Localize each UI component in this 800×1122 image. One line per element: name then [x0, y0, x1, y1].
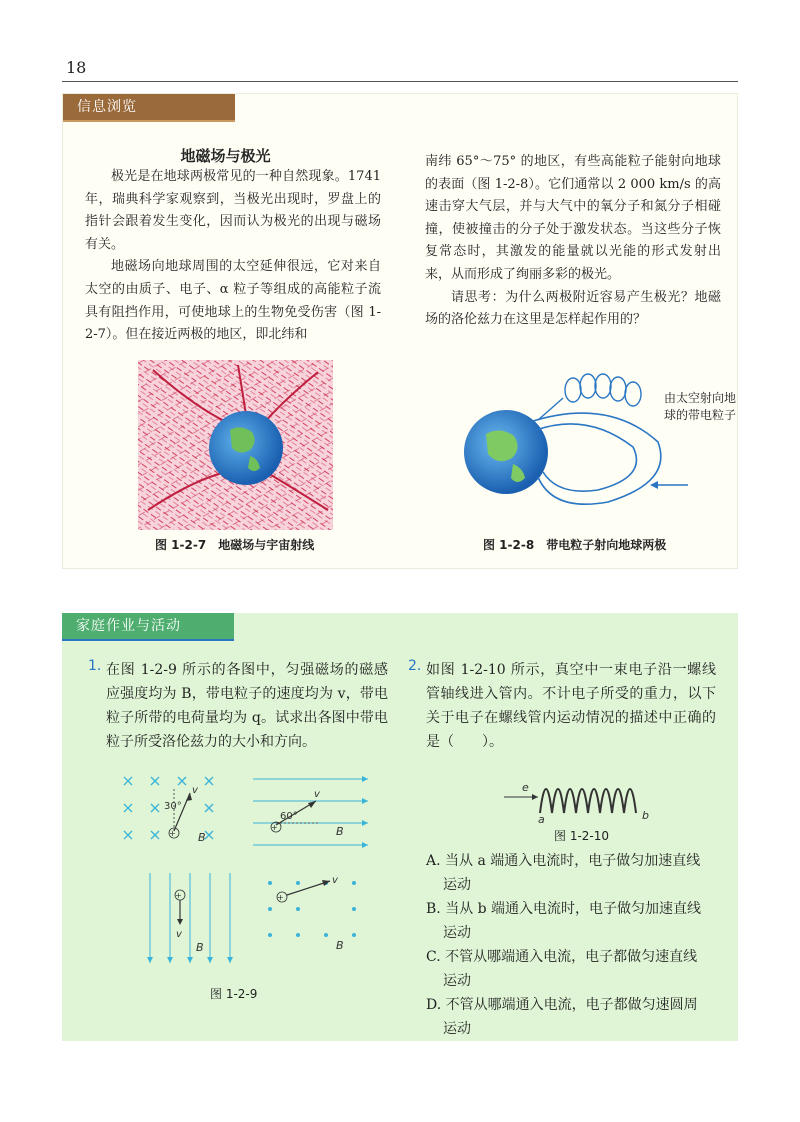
option-c[interactable]: [426, 945, 726, 993]
option-line: 运动: [443, 973, 471, 989]
article-right-column: [425, 151, 721, 332]
figure-caption: 图 1-2-9: [210, 987, 258, 1001]
field-label: B: [196, 941, 204, 954]
figure-caption: 图 1-2-8 带电粒子射向地球两极: [483, 538, 667, 552]
option-line: A. 当从 a 端通入电流时，电子做匀加速直线: [426, 853, 701, 869]
figure-1-2-10-solenoid: [502, 765, 662, 826]
option-line: B. 当从 b 端通入电流时，电子做匀加速直线: [426, 901, 702, 917]
section-tag-rule: [62, 639, 234, 641]
section-tag-homework: 家庭作业与活动: [62, 613, 234, 639]
terminal-a-label: a: [538, 813, 545, 826]
option-line: 运动: [443, 877, 471, 893]
figure-label: 由太空射向地: [664, 391, 737, 405]
figure-1-2-9-diagrams: [118, 773, 368, 973]
field-label: B: [336, 825, 344, 838]
field-label: B: [336, 939, 344, 952]
figure-earth-cosmic-rays: [138, 360, 333, 530]
svg-text:+: +: [169, 829, 176, 838]
question-2-text: 如图 1-2-10 所示，真空中一束电子沿一螺线管轴线进入管内。不计电子所受的重力，以下关于电子在螺线管内运动情况的描述中正确的是（ ）。: [426, 662, 716, 750]
velocity-label: v: [314, 789, 320, 800]
paragraph: 地磁场向地球周围的太空延伸很远，它对来自太空的由质子、电子、α 粒子等组成的高能粒子流具有阻挡作用，可使地球上的生物免受伤害（图 1-2-7）。但在接近两极的地区，即北纬和: [85, 259, 381, 343]
terminal-b-label: b: [642, 809, 649, 822]
option-a[interactable]: [426, 849, 726, 897]
option-line: D. 不管从哪端通入电流，电子都做匀速圆周: [426, 997, 698, 1013]
field-label: B: [198, 831, 206, 844]
figure-particles-to-poles: [458, 372, 737, 534]
paragraph: 请思考：为什么两极附近容易产生极光？地磁场的洛伦兹力在这里是怎样起作用的？: [425, 289, 721, 328]
section-tag-info: 信息浏览: [63, 94, 235, 120]
option-d[interactable]: [426, 993, 726, 1041]
question-number: 1.: [88, 658, 102, 674]
velocity-label: v: [332, 875, 338, 886]
homework-section: [62, 613, 738, 1041]
electron-label: e: [522, 781, 529, 794]
section-tag-rule: [63, 120, 235, 122]
info-browse-section: [62, 93, 738, 569]
angle-label: 30°: [164, 801, 182, 812]
angle-label: 60°: [280, 811, 298, 822]
article-left-column: [85, 166, 381, 347]
page-number: 18: [66, 58, 87, 77]
figure-caption: 图 1-2-10: [554, 829, 610, 843]
article-title: 地磁场与极光: [180, 147, 271, 165]
option-line: 运动: [443, 1021, 471, 1037]
svg-text:+: +: [277, 893, 284, 902]
option-b[interactable]: [426, 897, 726, 945]
paragraph: 极光是在地球两极常见的一种自然现象。1741年，瑞典科学家观察到，当极光出现时，罗盘上的指针会跟着发生变化，因而认为极光的出现与磁场有关。: [85, 169, 381, 252]
velocity-label: v: [192, 785, 198, 796]
option-line: C. 不管从哪端通入电流，电子都做匀速直线: [426, 949, 698, 965]
paragraph: 南纬 65°～75° 的地区，有些高能粒子能射向地球的表面（图 1-2-8）。它们通常以 2 000 km/s 的高速击穿大气层，并与大气中的氧分子和氮分子相碰撞，使被撞击的分子处于激发状态。当这些分子恢复常态时，其激发的能量就以光能的形式发射出来，从而形成了绚丽多彩的极光。: [425, 154, 721, 282]
question-number: 2.: [408, 658, 422, 674]
velocity-label: v: [176, 929, 182, 940]
header-rule: [62, 81, 738, 82]
question-1-text: 在图 1-2-9 所示的各图中，匀强磁场的磁感应强度均为 B，带电粒子的速度均为 v，带电粒子所带的电荷量均为 q。试求出各图中带电粒子所受洛伦兹力的大小和方向。: [106, 662, 388, 750]
svg-text:+: +: [175, 891, 182, 900]
svg-text:+: +: [271, 823, 278, 832]
option-line: 运动: [443, 925, 471, 941]
figure-label: 球的带电粒子: [664, 408, 737, 422]
figure-caption: 图 1-2-7 地磁场与宇宙射线: [155, 538, 315, 552]
